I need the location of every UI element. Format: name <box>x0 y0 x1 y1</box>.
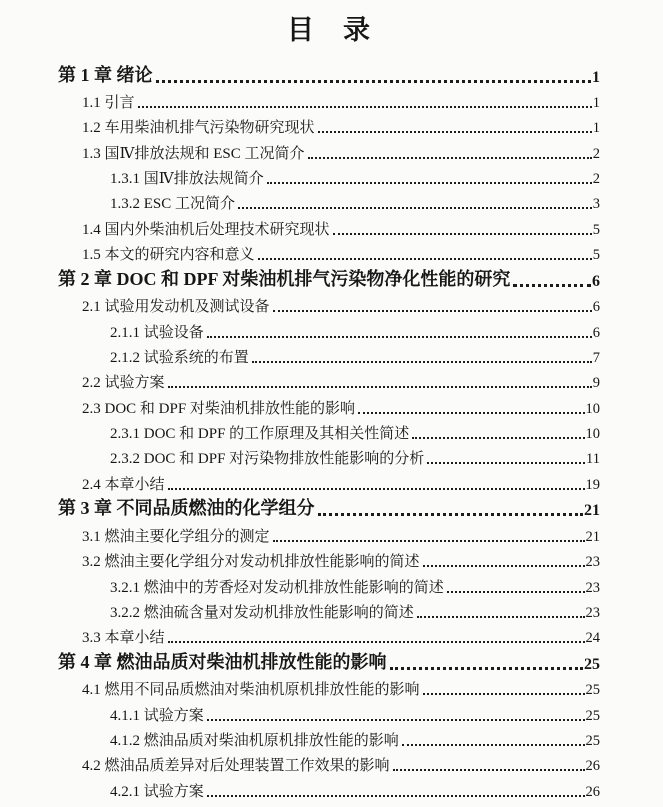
toc-entry[interactable] <box>58 622 600 647</box>
toc-entry[interactable] <box>58 316 600 341</box>
toc-entry-label: 第 4 章 燃油品质对柴油机排放性能的影响 <box>58 651 387 672</box>
dot-leader <box>207 336 592 338</box>
toc-entry[interactable] <box>58 725 600 750</box>
dot-leader <box>168 488 585 490</box>
toc-entry-label: 4.2.1 试验方案 <box>110 783 204 800</box>
toc-entry-page: 26 <box>585 783 600 800</box>
dot-leader <box>393 769 585 771</box>
dot-leader <box>252 361 592 363</box>
toc-entry-label: 4.2 燃油品质差异对后处理装置工作效果的影响 <box>82 758 390 775</box>
toc-entry-label: 3.2.2 燃油硫含量对发动机排放性能影响的简述 <box>110 604 414 621</box>
toc-entry-label: 1.3.1 国Ⅳ排放法规简介 <box>110 171 264 188</box>
dot-leader <box>267 182 592 184</box>
toc-entry[interactable] <box>58 674 600 699</box>
dot-leader <box>423 565 585 567</box>
toc-entry-label: 第 3 章 不同品质燃油的化学组分 <box>58 498 315 519</box>
toc-entry[interactable] <box>58 367 600 392</box>
toc-entry-page: 9 <box>592 375 600 392</box>
toc-entry[interactable] <box>58 112 600 137</box>
toc-entry[interactable] <box>58 163 600 188</box>
dot-leader <box>447 591 585 593</box>
toc-entry-label: 1.4 国内外柴油机后处理技术研究现状 <box>82 221 330 238</box>
toc-entry-label: 第 2 章 DOC 和 DPF 对柴油机排气污染物净化性能的研究 <box>58 268 511 289</box>
toc-entry-page: 10 <box>585 426 600 443</box>
toc-entry-page: 25 <box>585 707 600 724</box>
page-title: 目 录 <box>287 15 371 45</box>
toc-entry-page: 23 <box>585 604 600 621</box>
toc-entry[interactable] <box>58 87 600 112</box>
toc-entry[interactable] <box>58 418 600 443</box>
toc-entry-page: 3 <box>592 196 600 213</box>
toc-entry[interactable] <box>58 597 600 622</box>
toc-entry-label: 3.2 燃油主要化学组分对发动机排放性能影响的简述 <box>82 554 420 571</box>
toc-entry-page: 7 <box>592 349 600 366</box>
toc-entry-page: 1 <box>592 94 600 111</box>
toc-entry-label: 4.1.1 试验方案 <box>110 707 204 724</box>
toc-entry-page: 21 <box>585 528 600 545</box>
dot-leader <box>138 106 592 108</box>
toc-entry-page: 19 <box>585 476 600 493</box>
toc-entry-label: 2.2 试验方案 <box>82 375 165 392</box>
toc-entry[interactable] <box>58 750 600 775</box>
toc-entry[interactable] <box>58 264 600 291</box>
toc-entry[interactable] <box>58 392 600 417</box>
toc-entry-label: 1.5 本文的研究内容和意义 <box>82 247 255 264</box>
toc-entry-label: 2.4 本章小结 <box>82 476 165 493</box>
toc-entry-page: 2 <box>592 171 600 188</box>
dot-leader <box>427 462 585 464</box>
toc-entry-label: 1.3.2 ESC 工况简介 <box>110 196 236 213</box>
dot-leader <box>308 157 592 159</box>
dot-leader <box>207 719 585 721</box>
toc-entry[interactable] <box>58 647 600 674</box>
toc-entry-page: 1 <box>592 120 600 137</box>
dot-leader <box>238 207 592 209</box>
toc-entry-page: 2 <box>592 145 600 162</box>
toc-entry-page: 25 <box>585 682 600 699</box>
toc-entry[interactable] <box>58 775 600 800</box>
dot-leader <box>358 412 585 414</box>
toc-entry-label: 3.2.1 燃油中的芳香烃对发动机排放性能影响的简述 <box>110 579 444 596</box>
toc-list <box>58 60 600 801</box>
toc-entry[interactable] <box>58 60 600 87</box>
toc-entry-page: 23 <box>585 579 600 596</box>
toc-entry-page: 6 <box>592 299 600 316</box>
dot-leader <box>412 437 584 439</box>
toc-entry-label: 1.3 国Ⅳ排放法规和 ESC 工况简介 <box>82 145 305 162</box>
toc-entry-page: 10 <box>585 400 600 417</box>
dot-leader <box>168 386 592 388</box>
toc-entry-label: 2.3 DOC 和 DPF 对柴油机排放性能的影响 <box>82 400 355 417</box>
toc-entry[interactable] <box>58 291 600 316</box>
toc-entry[interactable] <box>58 699 600 724</box>
toc-entry[interactable] <box>58 188 600 213</box>
dot-leader <box>402 744 585 746</box>
toc-entry[interactable] <box>58 137 600 162</box>
dot-leader <box>207 795 585 797</box>
dot-leader <box>168 641 585 643</box>
toc-entry-label: 第 1 章 绪论 <box>58 64 153 85</box>
toc-entry-label: 4.1.2 燃油品质对柴油机原机排放性能的影响 <box>110 732 399 749</box>
toc-entry[interactable] <box>58 239 600 264</box>
toc-entry-label: 3.3 本章小结 <box>82 630 165 647</box>
toc-entry-label: 2.3.1 DOC 和 DPF 的工作原理及其相关性简述 <box>110 426 410 443</box>
toc-entry-page: 23 <box>585 554 600 571</box>
toc-entry-page: 25 <box>584 655 600 673</box>
dot-leader <box>513 284 591 287</box>
toc-entry-page: 25 <box>585 732 600 749</box>
toc-entry-page: 5 <box>592 247 600 264</box>
toc-entry-label: 3.1 燃油主要化学组分的测定 <box>82 528 270 545</box>
toc-entry-label: 2.1.2 试验系统的布置 <box>110 349 249 366</box>
dot-leader <box>423 693 585 695</box>
toc-entry-page: 6 <box>592 272 600 290</box>
toc-entry-label: 2.3.2 DOC 和 DPF 对污染物排放性能影响的分析 <box>110 451 425 468</box>
toc-entry-page: 26 <box>585 758 600 775</box>
toc-entry-label: 4.1 燃用不同品质燃油对柴油机原机排放性能的影响 <box>82 682 420 699</box>
dot-leader <box>156 80 592 83</box>
toc-entry-page: 24 <box>585 630 600 647</box>
toc-entry-page: 5 <box>592 221 600 238</box>
dot-leader <box>258 258 592 260</box>
toc-entry-label: 1.1 引言 <box>82 94 135 111</box>
dot-leader <box>273 310 592 312</box>
toc-entry-label: 1.2 车用柴油机排气污染物研究现状 <box>82 120 315 137</box>
toc-entry-page: 1 <box>592 68 600 86</box>
dot-leader <box>333 233 592 235</box>
dot-leader <box>417 616 585 618</box>
toc-entry-page: 21 <box>584 502 600 520</box>
toc-entry-label: 2.1.1 试验设备 <box>110 324 204 341</box>
toc-entry[interactable] <box>58 494 600 521</box>
dot-leader <box>318 513 584 516</box>
toc-entry[interactable] <box>58 571 600 596</box>
toc-entry[interactable] <box>58 468 600 493</box>
toc-entry[interactable] <box>58 443 600 468</box>
toc-entry[interactable] <box>58 546 600 571</box>
toc-entry[interactable] <box>58 520 600 545</box>
dot-leader <box>273 540 585 542</box>
toc-entry[interactable] <box>58 213 600 238</box>
toc-entry-page: 11 <box>586 451 600 468</box>
toc-entry-page: 6 <box>592 324 600 341</box>
toc-entry-label: 2.1 试验用发动机及测试设备 <box>82 299 270 316</box>
dot-leader <box>318 131 592 133</box>
toc-entry[interactable] <box>58 342 600 367</box>
dot-leader <box>390 667 584 670</box>
